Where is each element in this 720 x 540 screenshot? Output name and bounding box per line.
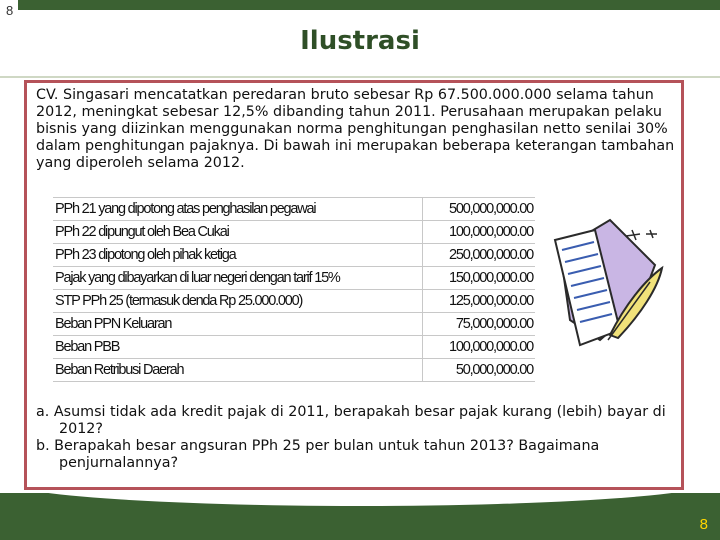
page-number: 8: [699, 516, 708, 533]
item-value: 100,000,000.00: [422, 221, 535, 244]
intro-paragraph: CV. Singasari mencatatkan peredaran bruto sebesar Rp 67.500.000.000 selama tahun 2012, meningkat sebesar 12,5% dibanding tahun 2011. Perusahaan merupakan pelaku bisnis yang diizinkan menggunakan norma penghitungan penghasilan netto senilai 30% dalam penghitungan pajaknya. Di bawah ini merupakan beberapa keterangan tambahan yang diperoleh selama 2012.: [36, 87, 675, 171]
table-row: [53, 359, 535, 382]
item-label: PPh 22 dipungut oleh Bea Cukai: [53, 221, 422, 244]
question-b: b. Berapakah besar angsuran PPh 25 per bulan untuk tahun 2013? Bagaimana penjurnalannya?: [36, 438, 600, 471]
table-row: [53, 198, 535, 221]
slide-title: Ilustrasi: [300, 26, 420, 56]
questions: [36, 404, 686, 472]
table-row: [53, 244, 535, 267]
question-a: a. Asumsi tidak ada kredit pajak di 2011, berapakah besar pajak kurang (lebih) bayar di 2012?: [36, 404, 666, 437]
item-label: Beban Retribusi Daerah: [53, 359, 422, 382]
tax-items-table: [53, 197, 535, 382]
top-bar: [18, 0, 720, 10]
item-value: 75,000,000.00: [422, 313, 535, 336]
table-row: [53, 267, 535, 290]
header-divider: [0, 76, 720, 78]
item-value: 50,000,000.00: [422, 359, 535, 382]
item-value: 150,000,000.00: [422, 267, 535, 290]
item-label: Pajak yang dibayarkan di luar negeri dengan tarif 15%: [53, 267, 422, 290]
item-value: 125,000,000.00: [422, 290, 535, 313]
item-label: PPh 21 yang dipotong atas penghasilan pegawai: [53, 198, 422, 221]
table-row: [53, 313, 535, 336]
item-value: 250,000,000.00: [422, 244, 535, 267]
item-label: PPh 23 dipotong oleh pihak ketiga: [53, 244, 422, 267]
table-row: [53, 221, 535, 244]
item-value: 100,000,000.00: [422, 336, 535, 359]
item-label: Beban PPN Keluaran: [53, 313, 422, 336]
slide-corner-number: 8: [6, 3, 14, 18]
document-quill-clipart: [540, 210, 672, 360]
item-label: Beban PBB: [53, 336, 422, 359]
table-row: [53, 336, 535, 359]
table-row: [53, 290, 535, 313]
item-value: 500,000,000.00: [422, 198, 535, 221]
item-label: STP PPh 25 (termasuk denda Rp 25.000.000): [53, 290, 422, 313]
